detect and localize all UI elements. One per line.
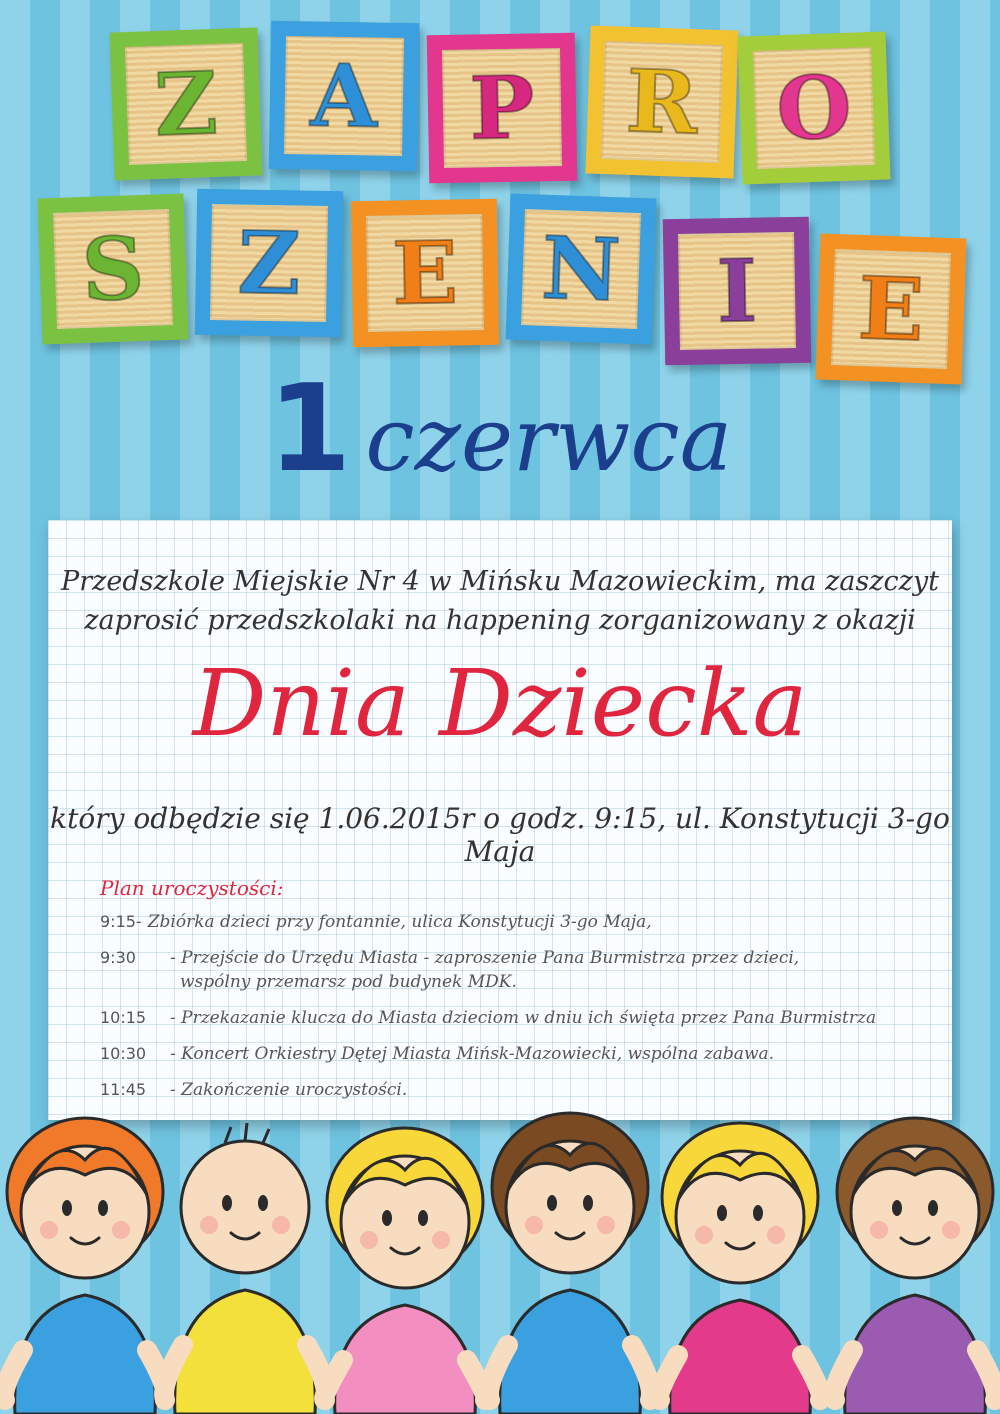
block-letter: Z xyxy=(152,52,220,156)
schedule-text xyxy=(170,946,920,994)
child-cheek xyxy=(525,1216,543,1234)
intro-text xyxy=(48,562,952,640)
child-cheek xyxy=(432,1231,450,1249)
child-figure xyxy=(4,1118,166,1414)
schedule-row xyxy=(100,1078,920,1102)
schedule-time: 9:15- xyxy=(100,912,142,931)
title-block-n xyxy=(505,193,656,344)
child-figure xyxy=(489,1113,651,1414)
children-illustration xyxy=(0,1100,1000,1414)
child-cheek xyxy=(870,1221,888,1239)
child-eye xyxy=(928,1200,938,1216)
block-letter: Z xyxy=(236,211,302,315)
title-block-z2 xyxy=(195,189,344,338)
title-block-o xyxy=(737,31,890,184)
child-cheek xyxy=(200,1216,218,1234)
child-eye xyxy=(222,1195,232,1211)
child-figure xyxy=(659,1123,821,1414)
block-letter: O xyxy=(774,56,854,160)
schedule-title: Plan uroczystości: xyxy=(100,876,284,900)
date-month: czerwca xyxy=(365,388,733,491)
schedule-time: 10:15 xyxy=(100,1008,147,1027)
block-letter: A xyxy=(309,44,379,148)
intro-line-2: zaprosić przedszkolaki na happening zorganizowany z okazji xyxy=(84,605,916,636)
schedule-row xyxy=(100,1042,920,1066)
child-figure xyxy=(164,1123,326,1414)
title-block-i xyxy=(663,217,812,366)
child-head xyxy=(181,1141,309,1273)
child-cheek xyxy=(360,1231,378,1249)
block-letter: R xyxy=(624,50,700,154)
child-eye xyxy=(547,1195,557,1211)
schedule xyxy=(100,876,920,1114)
block-letter: I xyxy=(715,240,758,342)
child-eye xyxy=(892,1200,902,1216)
schedule-time: 9:30 xyxy=(100,948,136,967)
title-block-s xyxy=(37,193,188,344)
child-eye xyxy=(753,1205,763,1221)
child-cheek xyxy=(767,1226,785,1244)
block-letter: E xyxy=(856,257,926,361)
block-letter: N xyxy=(539,217,623,321)
child-shirt xyxy=(670,1300,811,1414)
schedule-text-line: wspólny przemarsz pod budynek MDK. xyxy=(180,972,517,992)
child-eye xyxy=(418,1210,428,1226)
graph-paper-sheet xyxy=(48,520,952,1120)
child-shirt xyxy=(335,1305,476,1414)
schedule-row xyxy=(100,946,920,994)
child-figure xyxy=(834,1118,996,1414)
schedule-time: 10:30 xyxy=(100,1044,147,1063)
child-cheek xyxy=(695,1226,713,1244)
event-headline: Dnia Dziecka xyxy=(192,650,808,757)
schedule-text: - Przekazanie klucza do Miasta dzieciom w dniu ich święta przez Pana Burmistrza xyxy=(170,1008,877,1028)
schedule-time: 11:45 xyxy=(100,1080,147,1099)
child-figure xyxy=(324,1128,486,1414)
child-shirt xyxy=(175,1290,316,1414)
event-date xyxy=(0,360,1000,499)
title-block-r xyxy=(585,25,738,178)
child-shirt xyxy=(500,1290,641,1414)
schedule-text: - Zakończenie uroczystości. xyxy=(170,1080,408,1100)
title-block-e xyxy=(351,199,500,348)
schedule-text: Zbiórka dzieci przy fontannie, ulica Konstytucji 3-go Maja, xyxy=(147,912,652,932)
schedule-text-line: - Przejście do Urzędu Miasta - zaproszenie Pana Burmistrza przez dzieci, xyxy=(170,948,800,968)
title-block-z xyxy=(109,27,262,180)
date-day: 1 xyxy=(267,360,352,499)
block-letter: E xyxy=(391,221,459,325)
schedule-text: - Koncert Orkiestry Dętej Miasta Mińsk-Mazowiecki, wspólna zabawa. xyxy=(170,1044,775,1064)
child-shirt xyxy=(845,1295,986,1414)
child-cheek xyxy=(942,1221,960,1239)
child-eye xyxy=(258,1195,268,1211)
child-shirt xyxy=(15,1295,156,1414)
child-cheek xyxy=(40,1221,58,1239)
child-cheek xyxy=(272,1216,290,1234)
block-letter: P xyxy=(468,56,536,160)
title-block-p xyxy=(427,33,578,184)
child-eye xyxy=(98,1200,108,1216)
schedule-row xyxy=(100,1006,920,1030)
child-cheek xyxy=(112,1221,130,1239)
event-details: który odbędzie się 1.06.2015r o godz. 9:15, ul. Konstytucji 3-go Maja xyxy=(50,802,950,868)
intro-line-1: Przedszkole Miejskie Nr 4 w Mińsku Mazowieckim, ma zaszczyt xyxy=(61,566,939,597)
block-letter: S xyxy=(80,217,146,321)
schedule-row xyxy=(100,910,920,934)
title-block-a xyxy=(269,21,420,172)
child-eye xyxy=(382,1210,392,1226)
child-eye xyxy=(583,1195,593,1211)
child-eye xyxy=(717,1205,727,1221)
child-cheek xyxy=(597,1216,615,1234)
child-eye xyxy=(62,1200,72,1216)
